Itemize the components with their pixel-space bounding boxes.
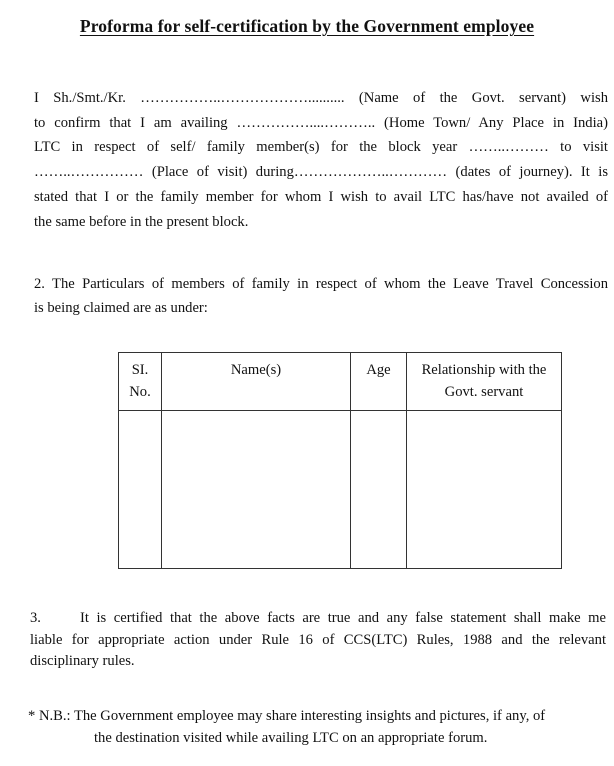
header-relationship: Relationship with the Govt. servant — [407, 353, 562, 411]
para3-line-3: disciplinary rules. — [30, 653, 135, 669]
para1-line-2: to confirm that I am availing ……………....……….. (Home Town/ Any Place in India) — [34, 114, 608, 131]
para3-number: 3. — [30, 610, 41, 626]
nb-line-1: * N.B.: The Government employee may share interesting insights and pictures, if any, of — [28, 708, 546, 724]
document-title: Proforma for self-certification by the Government employee — [79, 16, 535, 36]
relationship-cell[interactable] — [407, 411, 562, 569]
table-header-row — [119, 353, 562, 411]
para1-line-5: stated that I or the family member for whom I wish to avail LTC has/have not availed of — [34, 188, 608, 205]
family-particulars-paragraph — [34, 272, 608, 320]
table-row — [119, 411, 562, 569]
nb-line-2: the destination visited while availing LTC on an appropriate forum. — [94, 730, 488, 746]
certification-paragraph — [34, 86, 608, 234]
header-sl-no: SI. No. — [119, 353, 162, 411]
para1-line-1: I Sh./Smt./Kr. ……………..……………….......... (Name of the Govt. servant) wish — [34, 90, 608, 106]
para3-line-2: liable for appropriate action under Rule 16 of CCS(LTC) Rules, 1988 and the relevant — [30, 631, 606, 648]
para2-line-2: is being claimed are as under: — [34, 300, 208, 316]
para1-line-4: ……..…………… (Place of visit) during………………..………… (dates of journey). It is — [34, 164, 608, 181]
family-members-table — [118, 352, 562, 569]
declaration-paragraph — [30, 608, 606, 673]
nota-bene-note — [28, 705, 608, 749]
sl-no-cell[interactable] — [119, 411, 162, 569]
para3-line-1: It is certified that the above facts are true and any false statement shall make me — [80, 610, 606, 626]
para2-line-1: 2. The Particulars of members of family in respect of whom the Leave Travel Concession — [34, 276, 608, 292]
header-age: Age — [351, 353, 407, 411]
para1-line-6: the same before in the present block. — [34, 213, 249, 230]
para1-line-3: LTC in respect of self/ family member(s) for the block year ……..……… to visit — [34, 139, 608, 156]
age-cell[interactable] — [351, 411, 407, 569]
name-cell[interactable] — [162, 411, 351, 569]
header-names: Name(s) — [162, 353, 351, 411]
